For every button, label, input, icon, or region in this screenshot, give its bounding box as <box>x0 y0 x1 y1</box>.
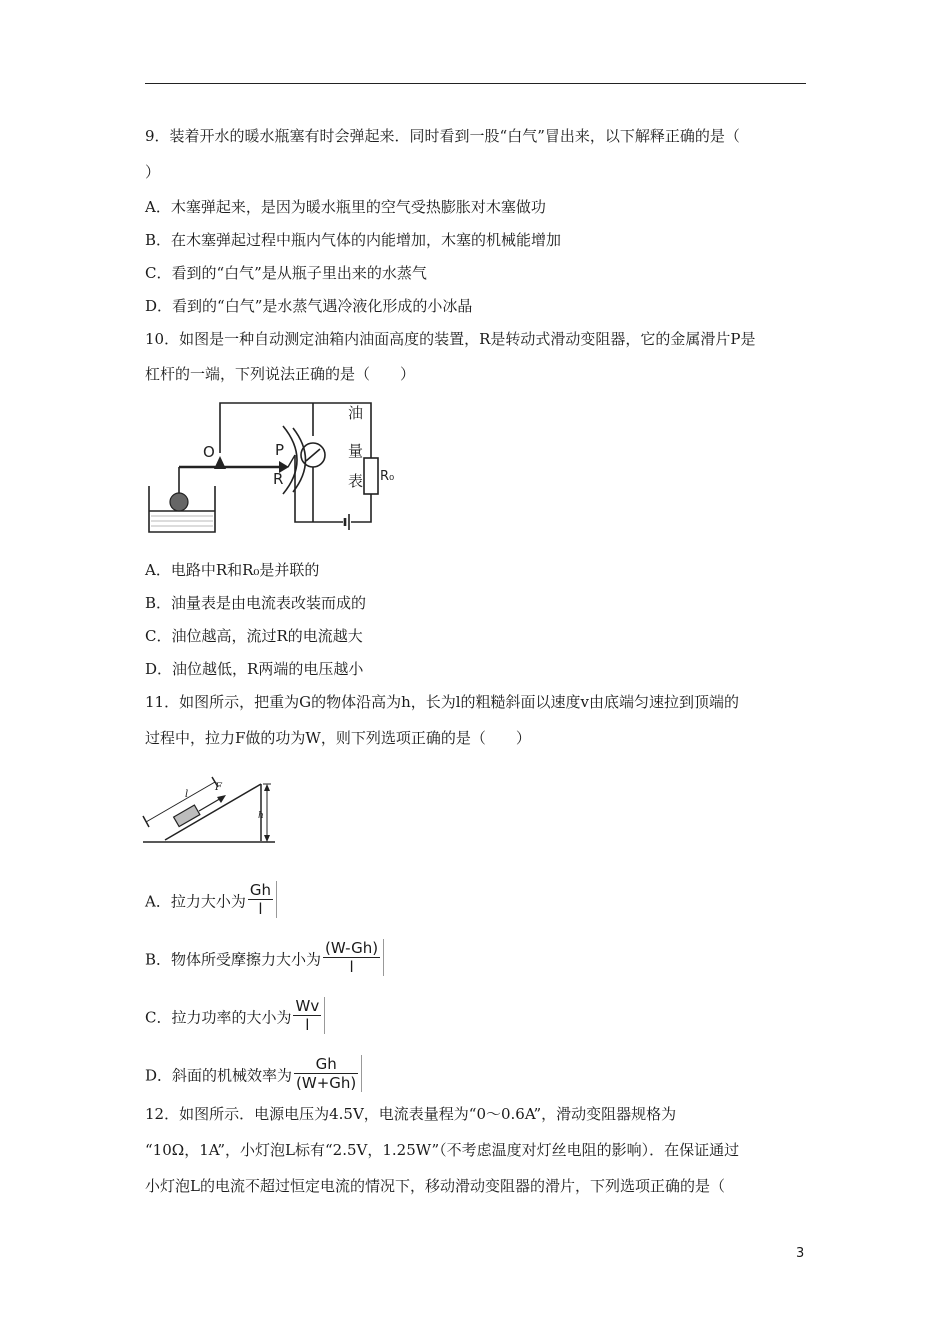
label-h: h <box>258 811 264 821</box>
label-f: F <box>215 782 222 793</box>
q12-line1: 12．如图所示．电源电压为4.5V，电流表量程为“0～0.6A”，滑动变阻器规格为 <box>145 1105 677 1123</box>
meter-label-1: 油 <box>348 404 364 422</box>
q9-option-a: A．木塞弹起来，是因为暖水瓶里的空气受热膨胀对木塞做功 <box>145 198 546 216</box>
q12-line2: “10Ω，1A”，小灯泡L标有“2.5V，1.25W”（不考虑温度对灯丝电阻的影响）．在保证通过 <box>145 1141 740 1159</box>
q11-stem-line1: 11．如图所示，把重为G的物体沿高为h，长为l的粗糙斜面以速度v由底端匀速拉到顶端的 <box>145 693 740 711</box>
q11-option-c-text: C．拉力功率的大小为 <box>145 1008 292 1027</box>
q9-stem-line1: 9．装着开水的暖水瓶塞有时会弹起来．同时看到一股“白气”冒出来，以下解释正确的是（ <box>145 127 740 145</box>
q11-stem-line2: 过程中，拉力F做的功为W，则下列选项正确的是（ ） <box>145 729 531 747</box>
fraction-numerator: (W-Gh) <box>325 939 379 957</box>
fraction-numerator: Wv <box>295 997 320 1015</box>
fraction-denominator: l <box>258 900 263 918</box>
q11-option-c-fraction <box>292 997 325 1034</box>
q11-option-d-fraction <box>293 1055 362 1092</box>
q11-option-b-text: B．物体所受摩擦力大小为 <box>145 950 322 969</box>
label-o: O <box>203 443 215 461</box>
label-r0: R₀ <box>380 469 395 484</box>
meter-label-3: 表 <box>348 472 364 490</box>
oil-gauge-circuit-figure <box>143 398 395 538</box>
q9-stem-line2: ） <box>145 163 161 181</box>
meter-label-2: 量 <box>348 442 364 460</box>
q9-option-d: D．看到的“白气”是水蒸气遇冷液化形成的小冰晶 <box>145 297 473 315</box>
q11-option-d-text: D．斜面的机械效率为 <box>145 1066 293 1085</box>
q9-option-c: C．看到的“白气”是从瓶子里出来的水蒸气 <box>145 264 427 282</box>
q11-option-d <box>145 1055 362 1095</box>
q11-option-a-fraction <box>247 881 277 918</box>
q11-option-b <box>145 939 384 979</box>
fraction-denominator: (W+Gh) <box>296 1074 357 1092</box>
q11-option-c <box>145 997 325 1037</box>
q10-option-c: C．油位越高，流过R的电流越大 <box>145 627 363 645</box>
q9-option-b: B．在木塞弹起过程中瓶内气体的内能增加，木塞的机械能增加 <box>145 231 562 249</box>
q10-option-a: A．电路中R和R₀是并联的 <box>145 561 320 579</box>
fraction-numerator: Gh <box>249 881 271 899</box>
q10-option-b: B．油量表是由电流表改装而成的 <box>145 594 367 612</box>
q10-stem-line2: 杠杆的一端，下列说法正确的是（ ） <box>145 365 416 383</box>
fraction-denominator: l <box>349 958 354 976</box>
q11-option-a <box>145 881 277 921</box>
fraction-numerator: Gh <box>315 1055 337 1073</box>
incline-figure <box>143 760 279 846</box>
label-l: l <box>185 789 189 800</box>
q10-option-d: D．油位越低，R两端的电压越小 <box>145 660 364 678</box>
label-r: R <box>273 470 284 488</box>
label-p: P <box>275 441 285 459</box>
fraction-denominator: l <box>305 1016 310 1034</box>
q10-stem-line1: 10．如图是一种自动测定油箱内油面高度的装置，R是转动式滑动变阻器，它的金属滑片P是 <box>145 330 756 348</box>
header-rule <box>145 83 806 84</box>
page-number: 3 <box>796 1246 805 1261</box>
q11-option-b-fraction <box>322 939 384 976</box>
q11-option-a-text: A．拉力大小为 <box>145 892 246 911</box>
q12-line3: 小灯泡L的电流不超过恒定电流的情况下，移动滑动变阻器的滑片，下列选项正确的是（ <box>145 1177 725 1195</box>
